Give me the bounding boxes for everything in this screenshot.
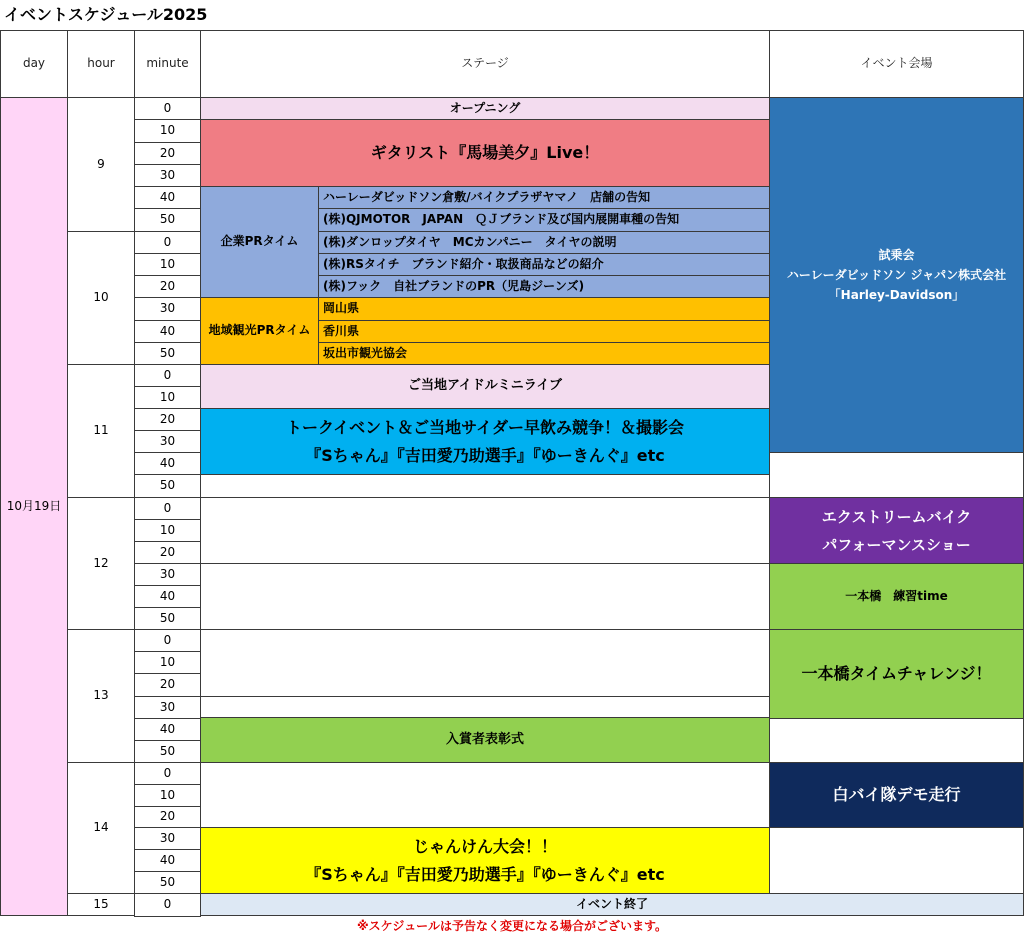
hour-cell: 10 <box>67 231 135 365</box>
corporate-pr-item: ハーレーダビッドソン倉敷/バイクプラザヤマノ 店舗の告知 <box>318 186 770 209</box>
minute-cell: 10 <box>134 253 201 276</box>
header-stage: ステージ <box>200 30 770 98</box>
page-title: イベントスケジュール2025 <box>4 5 208 24</box>
test-ride-line2: ハーレーダビッドソン ジャパン株式会社 <box>786 268 1007 282</box>
janken-line1: じゃんけん大会！！ <box>412 836 557 856</box>
extreme-bike-line2: パフォーマンスショー <box>822 535 971 554</box>
stage-awards: 入賞者表彰式 <box>200 717 770 763</box>
corporate-pr-item: (株)QJMOTOR JAPAN ＱＪブランド及び国内展開車種の告知 <box>318 208 770 232</box>
minute-cell: 40 <box>134 320 201 343</box>
venue-test-ride <box>769 97 1024 453</box>
minute-cell: 30 <box>134 164 201 187</box>
hour-cell: 11 <box>67 364 135 498</box>
stage-corporate-pr: 企業PRタイム <box>200 186 319 298</box>
stage-empty <box>200 762 770 828</box>
minute-cell: 10 <box>134 651 201 674</box>
header-day: day <box>0 30 68 98</box>
extreme-bike-line1: エクストリームバイク <box>821 507 972 526</box>
stage-empty <box>200 563 770 630</box>
corporate-pr-item: (株)RSタイチ ブランド紹介・取扱商品などの紹介 <box>318 253 770 276</box>
hour-cell: 9 <box>67 97 135 232</box>
minute-cell: 20 <box>134 673 201 697</box>
talk-event-line2: 『Sちゃん』『吉田愛乃助選手』『ゆーきんぐ』etc <box>305 445 665 465</box>
corporate-pr-item: (株)フック 自社ブランドのPR（児島ジーンズ) <box>318 275 770 298</box>
stage-opening: オープニング <box>200 97 770 120</box>
event-end: イベント終了 <box>200 893 1024 916</box>
minute-cell: 40 <box>134 186 201 209</box>
minute-cell: 0 <box>134 97 201 120</box>
minute-cell: 20 <box>134 541 201 564</box>
minute-cell: 50 <box>134 871 201 894</box>
minute-cell: 20 <box>134 806 201 828</box>
minute-cell: 50 <box>134 342 201 365</box>
regional-pr-item: 香川県 <box>318 320 770 343</box>
venue-empty <box>769 718 1024 763</box>
venue-extreme-bike <box>769 497 1024 564</box>
minute-cell: 50 <box>134 474 201 498</box>
venue-empty <box>769 452 1024 498</box>
header-hour: hour <box>67 30 135 98</box>
regional-pr-item: 岡山県 <box>318 297 770 321</box>
stage-empty <box>200 629 770 697</box>
minute-cell: 40 <box>134 849 201 872</box>
header-minute: minute <box>134 30 201 98</box>
minute-cell: 50 <box>134 607 201 630</box>
test-ride-line3: 「Harley-Davidson」 <box>828 288 965 302</box>
minute-cell: 10 <box>134 784 201 807</box>
stage-empty <box>200 474 770 498</box>
minute-cell: 50 <box>134 208 201 232</box>
stage-guitarist-live: ギタリスト『馬場美夕』Live！ <box>200 119 770 187</box>
minute-cell: 10 <box>134 386 201 409</box>
minute-cell: 30 <box>134 563 201 586</box>
stage-talk-event <box>200 408 770 475</box>
minute-cell: 20 <box>134 142 201 165</box>
hour-cell: 12 <box>67 497 135 630</box>
minute-cell: 0 <box>134 629 201 652</box>
stage-regional-pr: 地域観光PRタイム <box>200 297 319 365</box>
minute-cell: 40 <box>134 452 201 475</box>
minute-cell: 30 <box>134 696 201 719</box>
minute-cell: 20 <box>134 275 201 298</box>
minute-cell: 40 <box>134 585 201 608</box>
venue-bridge-practice: 一本橋 練習time <box>769 563 1024 630</box>
minute-cell: 0 <box>134 231 201 254</box>
stage-empty <box>200 497 770 564</box>
minute-cell: 20 <box>134 408 201 431</box>
test-ride-line1: 試乗会 <box>878 248 915 262</box>
venue-police-demo: 白バイ隊デモ走行 <box>769 762 1024 828</box>
venue-bridge-challenge: 一本橋タイムチャレンジ！ <box>769 629 1024 719</box>
minute-cell: 0 <box>134 893 201 917</box>
minute-cell: 0 <box>134 497 201 520</box>
minute-cell: 50 <box>134 740 201 763</box>
stage-empty <box>200 696 770 718</box>
minute-cell: 40 <box>134 718 201 741</box>
hour-cell: 15 <box>67 893 135 916</box>
minute-cell: 30 <box>134 430 201 453</box>
minute-cell: 30 <box>134 827 201 850</box>
hour-cell: 13 <box>67 629 135 763</box>
stage-janken <box>200 827 770 894</box>
header-venue: イベント会場 <box>769 30 1024 98</box>
day-cell: 10月19日 <box>0 97 68 916</box>
minute-cell: 10 <box>134 519 201 542</box>
minute-cell: 0 <box>134 364 201 387</box>
minute-cell: 30 <box>134 297 201 321</box>
corporate-pr-item: (株)ダンロップタイヤ MCカンパニー タイヤの説明 <box>318 231 770 254</box>
janken-line2: 『Sちゃん』『吉田愛乃助選手』『ゆーきんぐ』etc <box>305 864 665 884</box>
hour-cell: 14 <box>67 762 135 894</box>
minute-cell: 0 <box>134 762 201 785</box>
talk-event-line1: トークイベント＆ご当地サイダー早飲み競争！＆撮影会 <box>285 417 685 437</box>
schedule-change-note: ※スケジュールは予告なく変更になる場合がございます。 <box>357 919 667 933</box>
minute-cell: 10 <box>134 119 201 143</box>
regional-pr-item: 坂出市観光協会 <box>318 342 770 365</box>
stage-idol-live: ご当地アイドルミニライブ <box>200 364 770 409</box>
venue-empty <box>769 827 1024 894</box>
